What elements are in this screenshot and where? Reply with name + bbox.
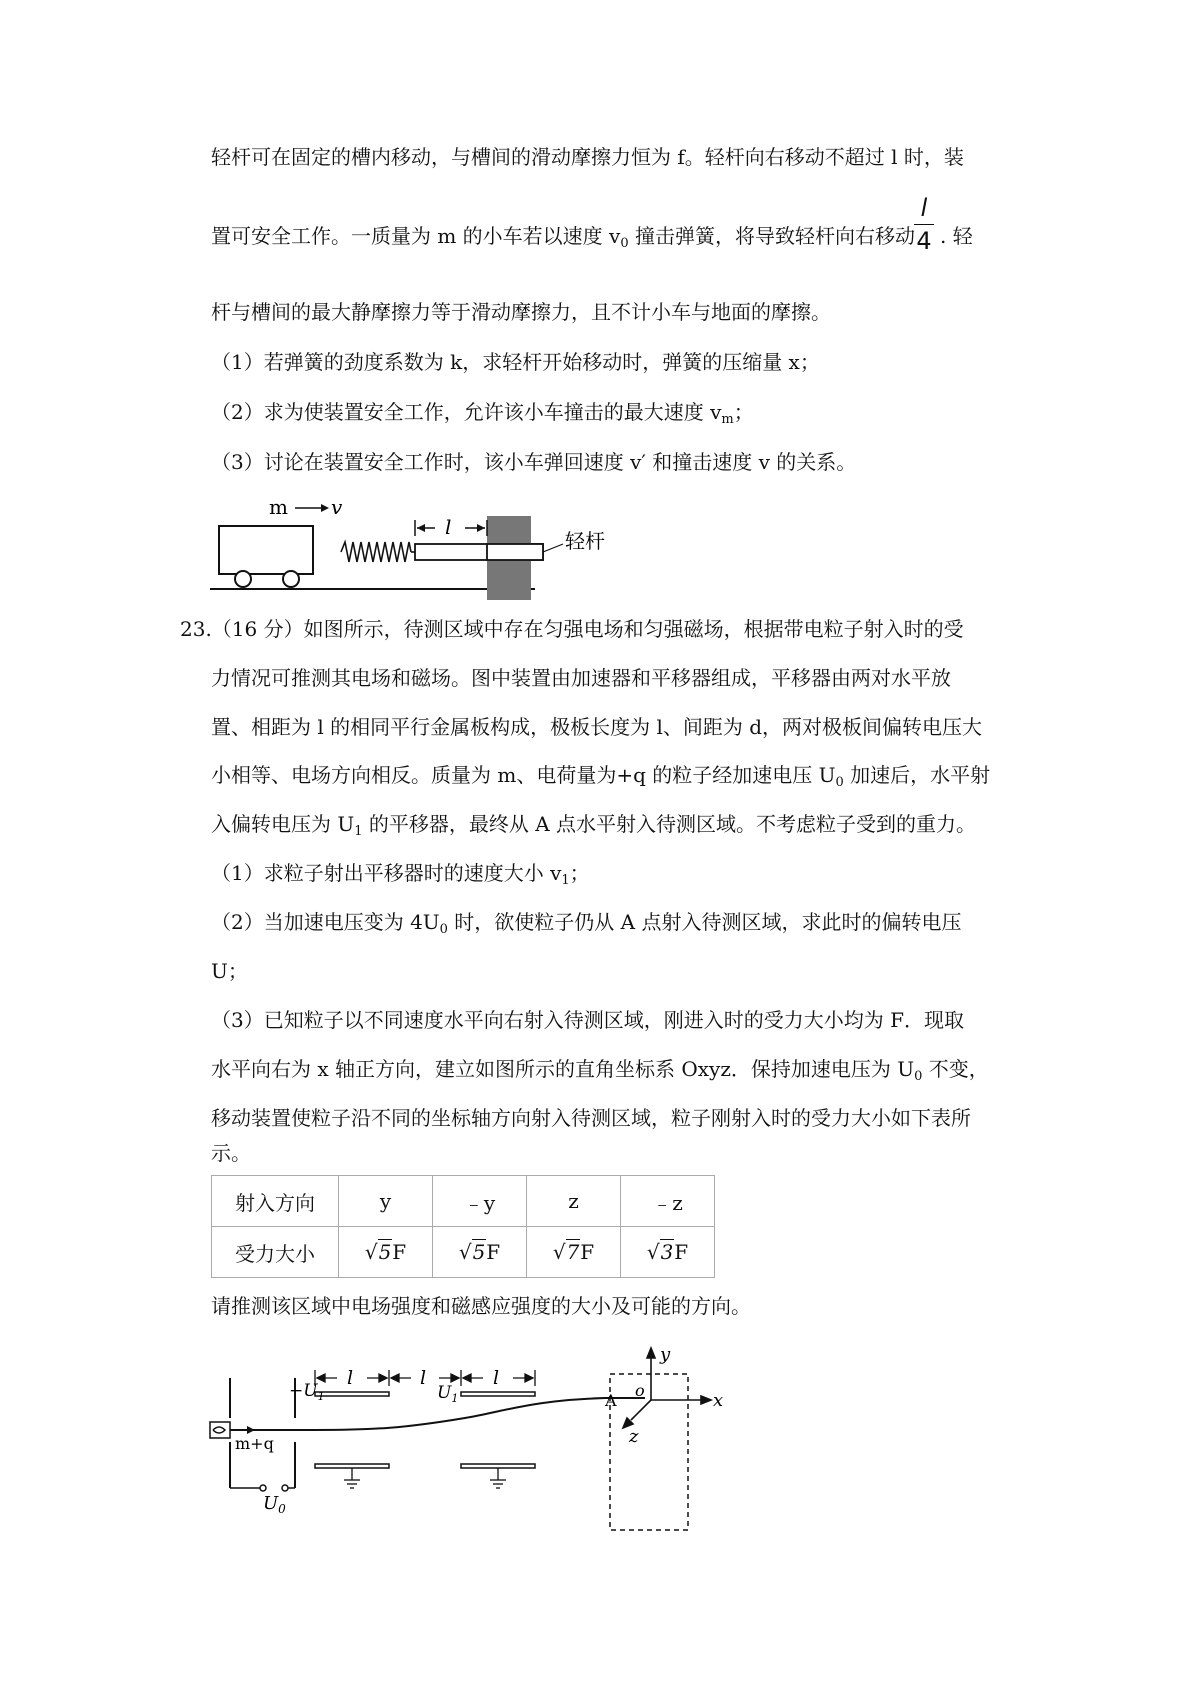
force-radicand: 7 <box>566 1240 580 1264</box>
q22-sub3: （3）讨论在装置安全工作时，该小车弹回速度 v′ 和撞击速度 v 的关系。 <box>211 450 857 474</box>
force-unit: F <box>486 1240 501 1264</box>
q22-line2-sub: 0 <box>620 236 629 251</box>
q23-line4-pre: 小相等、电场方向相反。质量为 m、电荷量为+q 的粒子经加速电压 U <box>211 763 836 787</box>
table-cell-direction: y <box>339 1176 433 1227</box>
q23-sub3-line3: 移动装置使粒子沿不同的坐标轴方向射入待测区域，粒子刚射入时的受力大小如下表所 <box>211 1106 971 1130</box>
q23-figure <box>205 1338 745 1570</box>
force-radicand: 5 <box>472 1240 486 1264</box>
length-label-1: l <box>347 1367 354 1389</box>
table-cell-direction: z <box>527 1176 621 1227</box>
q23-line5-sub: 1 <box>354 824 363 839</box>
q23-sub3-line2 <box>211 1055 989 1083</box>
particle-label: m+q <box>235 1434 274 1453</box>
q23-line5 <box>211 810 976 838</box>
rod-label-leader <box>543 544 563 552</box>
velocity-label: v <box>331 495 343 519</box>
q23-sub2-sub: 0 <box>439 922 448 937</box>
table-header-force: 受力大小 <box>212 1227 339 1278</box>
rod-label: 轻杆 <box>565 529 605 553</box>
q23-line3: 置、相距为 l 的相同平行金属板构成，极板长度为 l、间距为 d，两对极板间偏转电压大 <box>211 715 983 739</box>
table-cell-direction: ﹣y <box>433 1176 527 1227</box>
cart <box>219 526 313 587</box>
q22-fraction <box>912 194 936 255</box>
q22-line2-pre: 置可安全工作。一质量为 m 的小车若以速度 v <box>211 224 621 248</box>
plate-bottom-1 <box>315 1464 389 1468</box>
q23-sub3-line2-post: 不变， <box>922 1057 989 1081</box>
table-row <box>212 1176 715 1227</box>
q23-sub1 <box>211 859 590 887</box>
origin-label: o <box>635 1381 645 1400</box>
q23-line4 <box>211 761 990 789</box>
cart-mass-label: m <box>269 495 288 519</box>
plate-top-1 <box>315 1392 389 1396</box>
q22-line2-post: 撞击弹簧，将导致轻杆向右移动 <box>628 224 915 248</box>
ground-icon <box>490 1468 506 1488</box>
plate-top-2 <box>461 1392 535 1396</box>
table-cell-direction: ﹣z <box>621 1176 715 1227</box>
q23-line1: 23.（16 分）如图所示，待测区域中存在匀强电场和匀强磁场，根据带电粒子射入时的受 <box>180 617 964 641</box>
q23-sub3-line2-sub: 0 <box>914 1069 923 1084</box>
velocity-arrow-icon <box>295 504 329 512</box>
q23-sub3-line1: （3）已知粒子以不同速度水平向右射入待测区域，刚进入时的受力大小均为 F．现取 <box>211 1008 964 1032</box>
u1-left-label: $-U_1$ <box>289 1381 325 1403</box>
q22-sub2 <box>211 398 754 426</box>
force-radicand: 3 <box>660 1240 674 1264</box>
length-label-2: l <box>420 1367 427 1389</box>
q23-sub2-pre: （2）当加速电压变为 4U <box>211 910 440 934</box>
q22-frac-num: l <box>920 194 928 222</box>
q23-sub3-line4: 示。 <box>211 1141 251 1165</box>
q22-sub2-post: ； <box>733 400 754 424</box>
length-label-3: l <box>493 1367 500 1389</box>
q22-line1: 轻杆可在固定的槽内移动，与槽间的滑动摩擦力恒为 f。轻杆向右移动不超过 l 时，装 <box>211 145 964 169</box>
q22-line2-end: . 轻 <box>940 224 973 248</box>
spring-icon <box>341 542 411 562</box>
q22-sub2-sub: m <box>721 412 734 427</box>
q23-sub2-cont: U； <box>211 959 248 983</box>
force-unit: F <box>392 1240 407 1264</box>
q22-frac-bar <box>914 224 934 225</box>
q22-figure <box>205 488 625 600</box>
q23-line2: 力情况可推测其电场和磁场。图中装置由加速器和平移器组成，平移器由两对水平放 <box>211 666 951 690</box>
u0-label: $U_0$ <box>263 1493 286 1516</box>
q23-sub3-line2-pre: 水平向右为 x 轴正方向，建立如图所示的直角坐标系 Oxyz．保持加速电压为 U <box>211 1057 915 1081</box>
q23-line5-pre: 入偏转电压为 U <box>211 812 355 836</box>
q23-line4-post: 加速后，水平射 <box>843 763 991 787</box>
force-unit: F <box>580 1240 595 1264</box>
table-cell-force: √3F <box>621 1227 715 1278</box>
axis-y-label: y <box>660 1344 671 1365</box>
q23-line5-post: 的平移器，最终从 A 点水平射入待测区域。不考虑粒子受到的重力。 <box>362 812 977 836</box>
ground-icon <box>344 1468 360 1488</box>
force-unit: F <box>674 1240 689 1264</box>
table-cell-force: √5F <box>339 1227 433 1278</box>
length-label: l <box>445 515 452 539</box>
q22-sub1: （1）若弹簧的劲度系数为 k，求轻杆开始移动时，弹簧的压缩量 x； <box>211 350 820 374</box>
q23-sub1-pre: （1）求粒子射出平移器时的速度大小 v <box>211 861 562 885</box>
axis-x-label: x <box>713 1390 724 1411</box>
q22-line2 <box>211 222 915 250</box>
plate-bottom-2 <box>461 1464 535 1468</box>
q23-sub2-post: 时，欲使粒子仍从 A 点射入待测区域，求此时的偏转电压 <box>447 910 962 934</box>
table-header-direction: 射入方向 <box>212 1176 339 1227</box>
u1-right-label: $U_1$ <box>437 1383 459 1405</box>
beam-arrow-icon <box>247 1426 255 1434</box>
point-a-label: A <box>605 1391 617 1410</box>
q23-sub1-sub: 1 <box>561 873 570 888</box>
table-row <box>212 1227 715 1278</box>
table-cell-force: √5F <box>433 1227 527 1278</box>
q22-frac-den: 4 <box>916 227 932 255</box>
q23-line4-sub: 0 <box>835 775 844 790</box>
axis-z-label: z <box>629 1426 639 1447</box>
q22-line3: 杆与槽间的最大静摩擦力等于滑动摩擦力，且不计小车与地面的摩擦。 <box>211 300 831 324</box>
q22-sub2-pre: （2）求为使装置安全工作，允许该小车撞击的最大速度 v <box>211 400 722 424</box>
q23-sub1-post: ； <box>569 861 590 885</box>
q23-closing: 请推测该区域中电场强度和磁感应强度的大小及可能的方向。 <box>211 1294 751 1318</box>
light-rod-in-slot <box>487 544 543 560</box>
force-table <box>211 1175 715 1278</box>
force-radicand: 5 <box>378 1240 392 1264</box>
table-cell-force: √7F <box>527 1227 621 1278</box>
q23-sub2 <box>211 908 961 936</box>
